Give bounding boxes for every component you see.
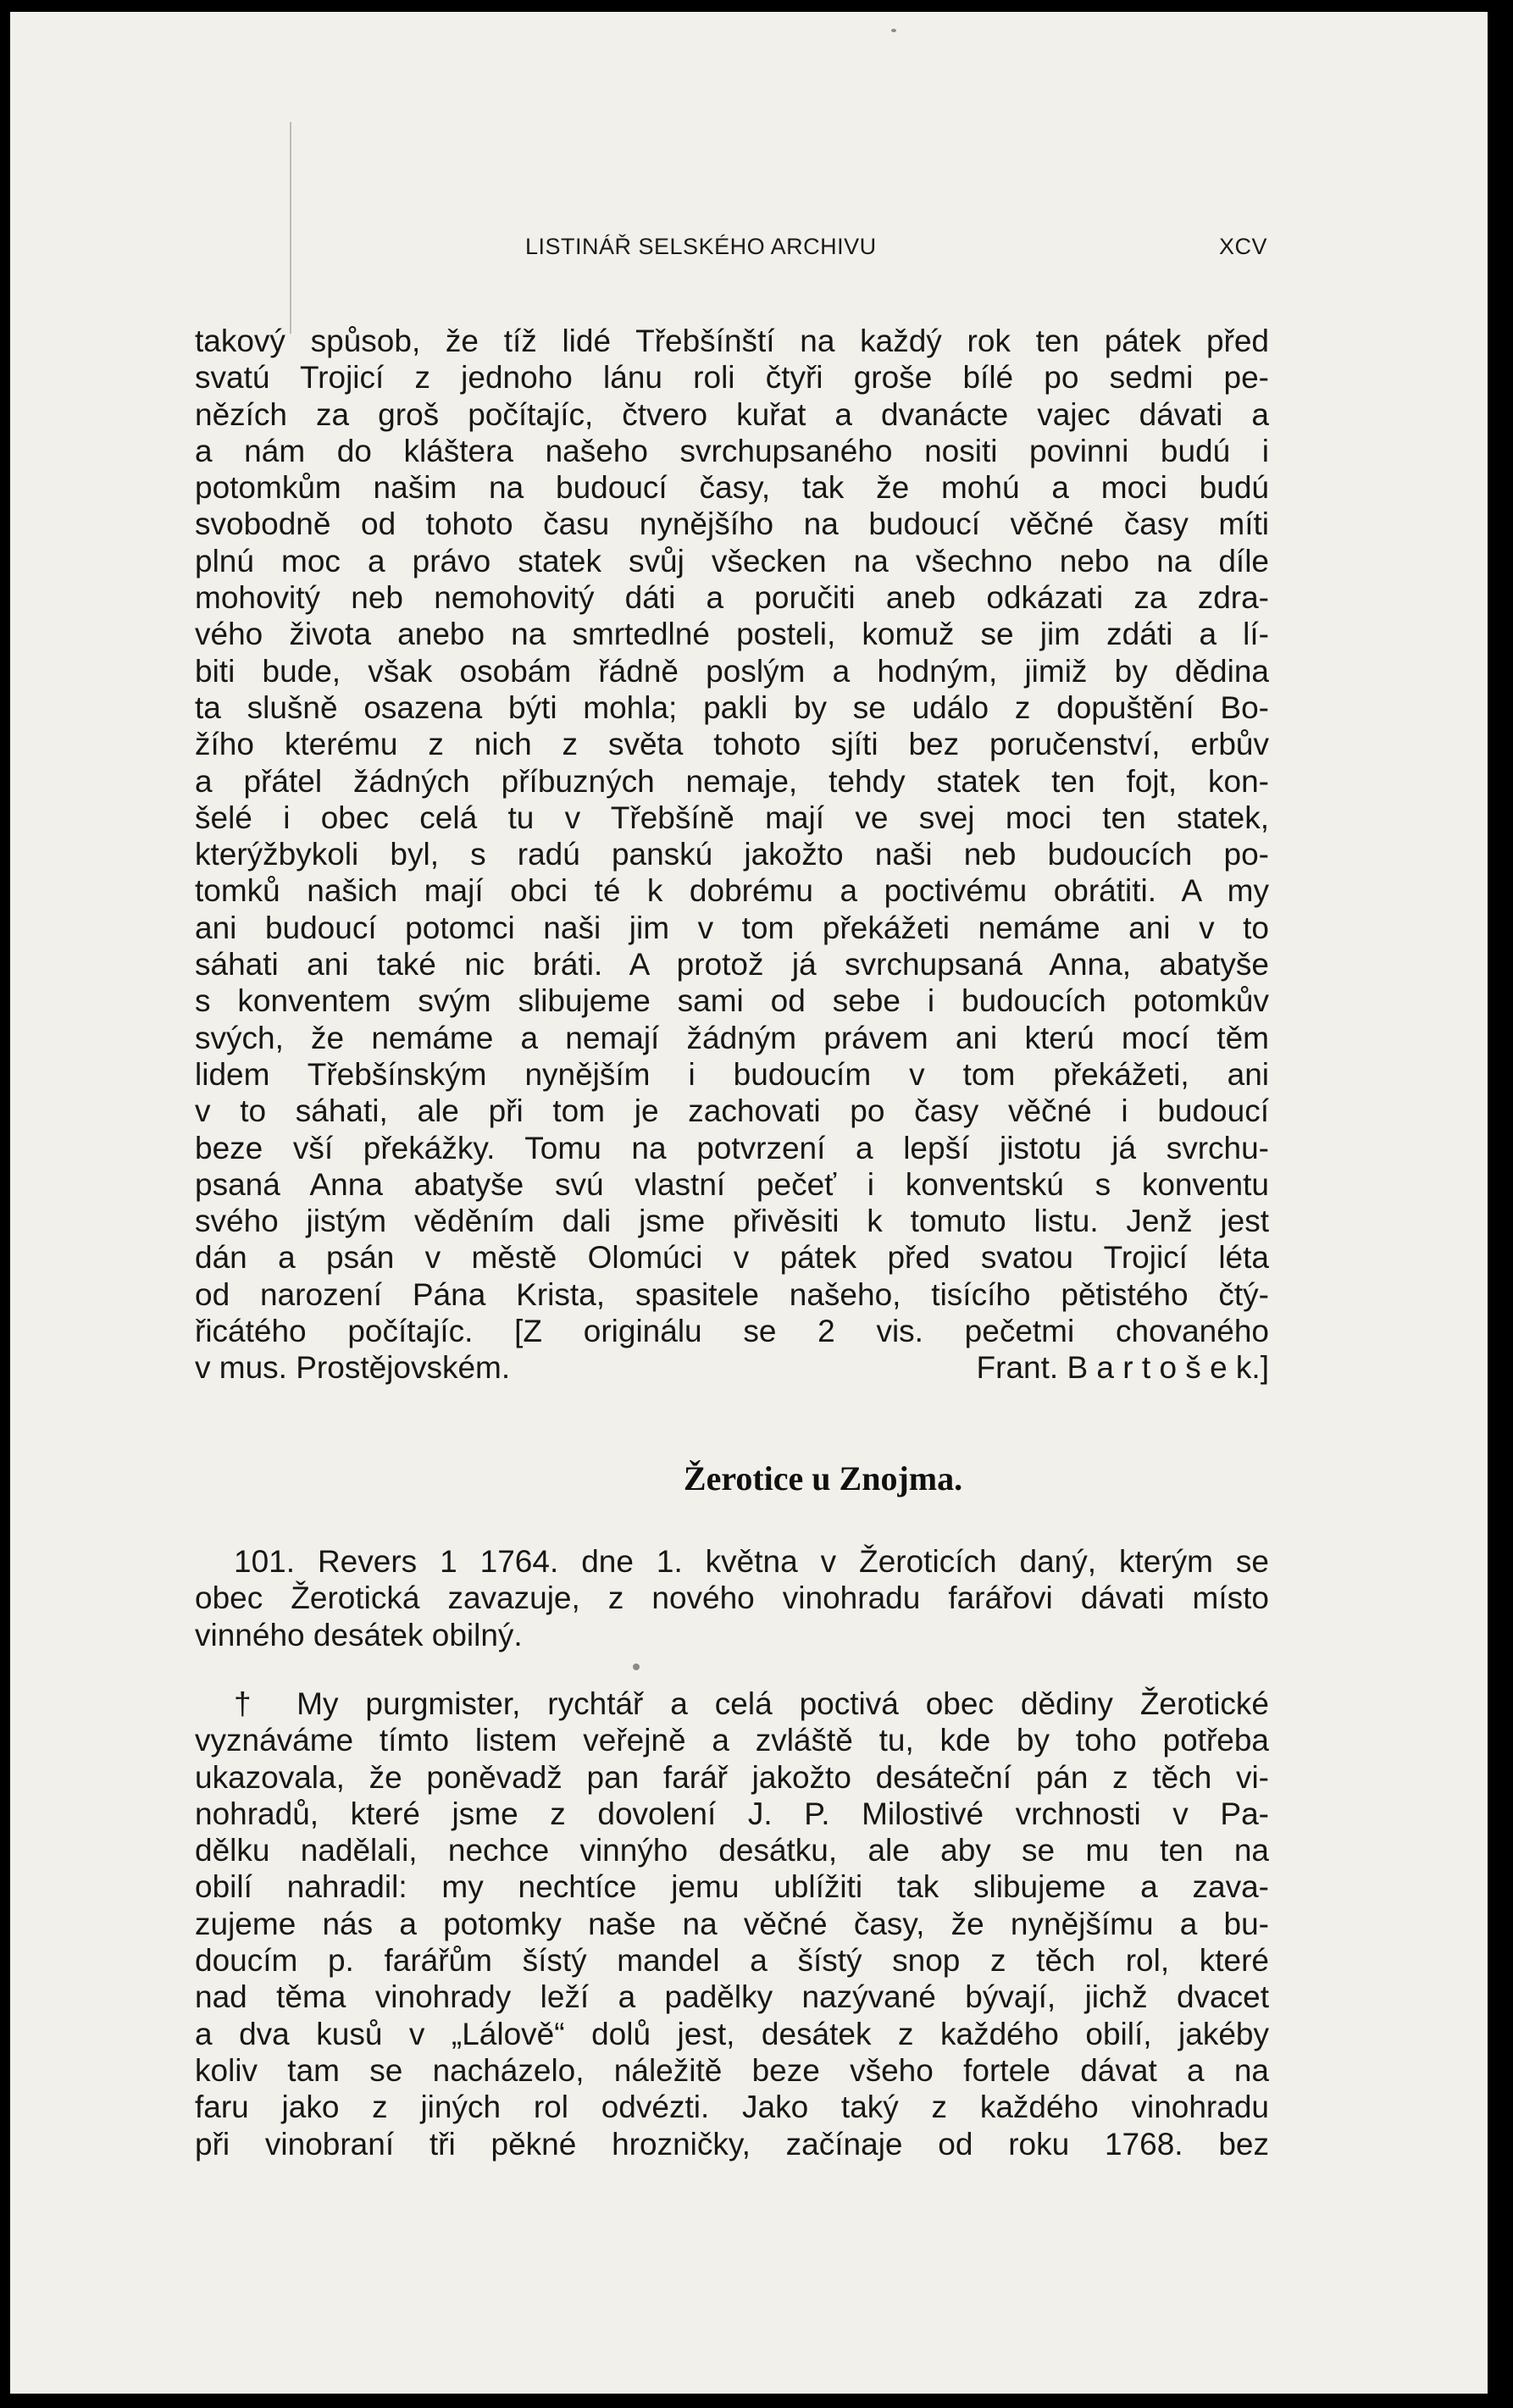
text-line: doucím p. farářům šístý mandel a šístý snop z těch rol, které — [195, 1943, 1269, 1979]
text-line: nad těma vinohrady leží a padělky nazývané bývají, jichž dvacet — [195, 1979, 1269, 2015]
paper-speck — [891, 29, 896, 32]
running-head-title: LISTINÁŘ SELSKÉHO ARCHIVU — [525, 234, 877, 259]
text-line: šelé i obec celá tu v Třebšíně mají ve svej moci ten statek, — [195, 800, 1269, 835]
intro-line: vinného desátek obilný. — [195, 1617, 523, 1652]
text-line: zujeme nás a potomky naše na věčné časy, že nynějšímu a bu- — [195, 1906, 1269, 1941]
intro-line: 101. Revers 1 1764. dne 1. května v Žeroticích daný, kterým se — [234, 1544, 1269, 1579]
text-line: žího kterému z nich z světa tohoto sjíti bez poručenství, erbův — [195, 727, 1269, 762]
text-line: koliv tam se nacházelo, náležitě beze všeho fortele dávat a na — [195, 2052, 1269, 2088]
paper-speck — [633, 1663, 640, 1670]
text-line: biti bude, však osobám řádně poslým a hodným, jimiž by dědina — [195, 653, 1269, 689]
text-line: a přátel žádných příbuzných nemaje, tehdy statek ten fojt, kon- — [195, 763, 1269, 799]
charter-last-line — [195, 1349, 1269, 1386]
text-line: při vinobraní tři pěkné hrozničky, začínaje od roku 1768. bez — [195, 2126, 1269, 2162]
section-heading-text: Žerotice u Znojma. — [683, 1459, 963, 1497]
page-number: XCV — [1218, 234, 1267, 259]
text-line: v to sáhati, ale při tom je zachovati po časy věčné i budoucí — [195, 1093, 1269, 1129]
running-head — [525, 234, 1267, 264]
text-line: nězích za groš počítajíc, čtvero kuřat a dvanácte vajec dávati a — [195, 396, 1269, 432]
text-line: mohovitý neb nemohovitý dáti a poručiti aneb odkázati za zdra- — [195, 580, 1269, 616]
text-line: dělku nadělali, nechce vinnýho desátku, ale aby se mu ten na — [195, 1833, 1269, 1868]
archive-note: v mus. Prostějovském. — [195, 1350, 511, 1386]
text-line: † My purgmister, rychtář a celá poctivá obec dědiny Žerotické — [234, 1686, 1269, 1721]
text-line: od narození Pána Krista, spasitele našeho, tisícího pětistého čtý- — [195, 1276, 1269, 1312]
text-line: řicátého počítajíc. [Z originálu se 2 vis. pečetmi chovaného — [195, 1314, 1269, 1349]
text-line: tomků našich mají obci té k dobrému a poctivému obrátiti. A my — [195, 873, 1269, 909]
text-line: a nám do kláštera našeho svrchupsaného nositi povinni budú i — [195, 433, 1269, 468]
section-heading — [10, 1459, 1488, 1498]
text-line: s konventem svým slibujeme sami od sebe i budoucích potomkův — [195, 983, 1269, 1019]
text-line: dán a psán v městě Olomúci v pátek před svatou Trojicí léta — [195, 1240, 1269, 1276]
text-line: nohradů, které jsme z dovolení J. P. Milostivé vrchnosti v Pa- — [195, 1796, 1269, 1831]
text-line: svého jistým věděním dali jsme přivěsiti k tomuto listu. Jenž jest — [195, 1204, 1269, 1239]
document-101-intro — [195, 1543, 1269, 1653]
intro-line: obec Žerotická zavazuje, z nového vinohradu farářovi dávati místo — [195, 1580, 1269, 1616]
margin-mark — [290, 122, 291, 334]
document-101-text — [195, 1686, 1269, 2162]
text-line: vyznáváme tímto listem veřejně a zvláště tu, kde by toho potřeba — [195, 1723, 1269, 1758]
text-line: obilí nahradil: my nechtíce jemu ublížiti tak slibujeme a zava- — [195, 1869, 1269, 1905]
scan-edge — [1498, 0, 1513, 2408]
text-line: lidem Třebšínským nynějším i budoucím v tom překážeti, ani — [195, 1056, 1269, 1092]
text-line: beze vší překážky. Tomu na potvrzení a lepší jistotu já svrchu- — [195, 1130, 1269, 1165]
text-line: svatú Trojicí z jednoho lánu roli čtyři groše bílé po sedmi pe- — [195, 360, 1269, 396]
text-line: a dva kusů v „Lálově“ dolů jest, desátek z každého obilí, jakéby — [195, 2016, 1269, 2051]
text-line: potomkům našim na budoucí časy, tak že mohú a moci budú — [195, 470, 1269, 506]
text-line: vého života anebo na smrtedlné posteli, komuž se jim zdáti a lí- — [195, 617, 1269, 652]
text-line: takový spůsob, že tíž lidé Třebšínští na každý rok ten pátek před — [195, 324, 1269, 358]
text-line: ukazovala, že poněvadž pan farář jakožto desáteční pán z těch vi- — [195, 1759, 1269, 1795]
text-line: svých, že nemáme a nemají žádným právem ani kterú mocí těm — [195, 1020, 1269, 1055]
text-line: sáhati ani také nic bráti. A protož já svrchupsaná Anna, abatyše — [195, 947, 1269, 983]
charter-continuation — [195, 323, 1269, 1387]
text-line: svobodně od tohoto času nynějšího na budoucí věčné časy míti — [195, 507, 1269, 542]
text-line: psaná Anna abatyše svú vlastní pečeť i konventskú s konventu — [195, 1166, 1269, 1202]
text-line: plnú moc a právo statek svůj všecken na všechno nebo na díle — [195, 543, 1269, 578]
text-line: ta slušně osazena býti mohla; pakli by se událo z dopuštění Bo- — [195, 689, 1269, 725]
text-line: faru jako z jiných rol odvézti. Jako taký z každého vinohradu — [195, 2090, 1269, 2125]
text-line: kterýžbykoli byl, s radú panskú jakožto naši neb budoucích po- — [195, 837, 1269, 872]
text-line: ani budoucí potomci naši jim v tom překážeti nemáme ani v to — [195, 910, 1269, 945]
book-page — [10, 12, 1488, 2394]
editor-signature: Frant. B a r t o š e k.] — [976, 1350, 1269, 1386]
